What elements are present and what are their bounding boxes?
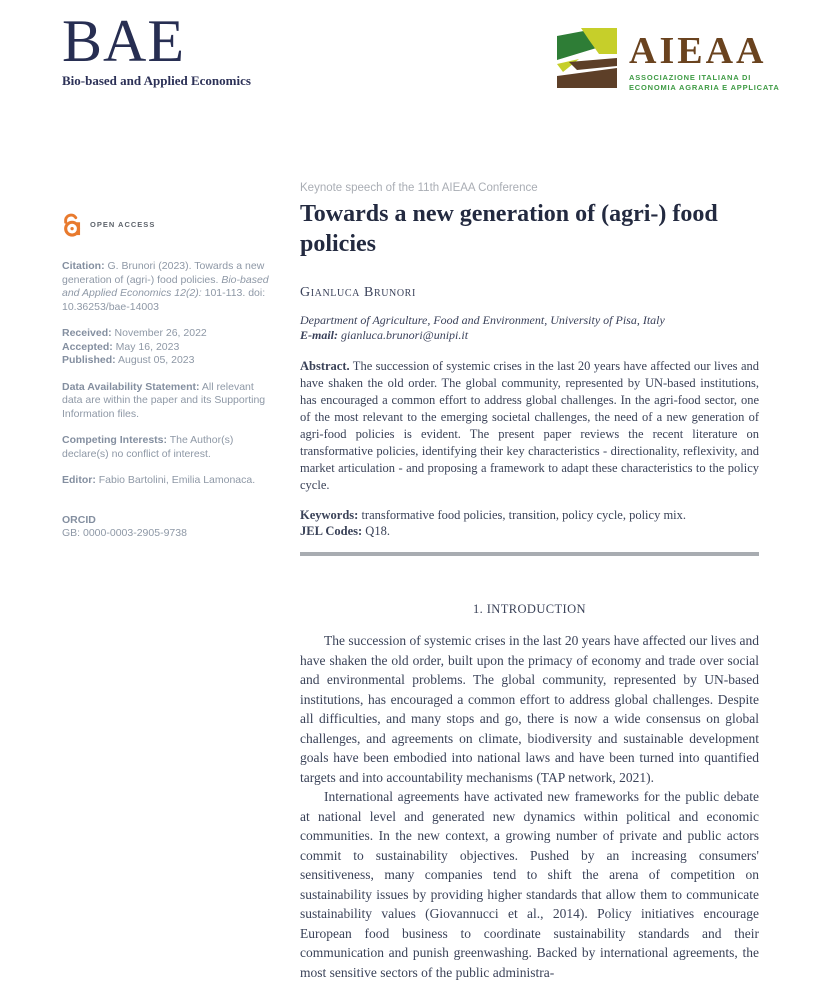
accepted-label: Accepted: [62,340,113,353]
jel-codes-line [300,523,759,539]
article-metadata-sidebar [62,212,276,554]
aieaa-logo-subtitle [629,73,780,92]
aieaa-subtitle-line2: ECONOMIA AGRARIA E APPLICATA [629,82,780,92]
abstract-text: The succession of systemic crises in the last 20 years have affected our lives and have shaken the old order. The global community, represented by UN-based institutions, has encouraged a common effort to address global challenges. In the agri-food sector, one of the most relevant to the emerging societal challenges, the need of a new generation of agri-food policies is evident. The present paper reviews the recent literature on transformative policies, identifying their key characteristics - directionality, reflexivity, and market articulation - and proposing a framework to adapt these characteristics to the policy cycle. [300,359,759,492]
article-affiliation: Department of Agriculture, Food and Environment, University of Pisa, Italy [300,313,665,327]
article-title: Towards a new generation of (agri-) food policies [300,201,718,257]
published-label: Published: [62,354,116,366]
citation-text-before: G. Brunori (2023). Towards a new generation of (agri-) food policies. [62,260,265,286]
citation-text-after: 101-113. doi: 10.36253/bae-14003 [62,287,266,313]
competing-interests-label: Competing Interests: [62,434,168,446]
bae-journal-logo [62,10,251,89]
aieaa-logo-acronym: AIEAA [629,30,767,72]
editor-block [62,474,276,488]
aieaa-emblem-icon [555,26,619,90]
citation-journal-name: Bio-based and Applied Economics 12(2): [62,273,269,299]
article-kicker: Keynote speech of the 11th AIEAA Conference [300,182,538,194]
introduction-paragraph-1: The succession of systemic crises in the last 20 years have affected our lives and have shaken the old order, built upon the primacy of economy and trade over social and environmental problems. The global community, represented by UN-based institutions, has encouraged a common effort to address global challenges. Despite all difficulties, and many stops and go, there is now a wide consensus on global challenges, and agreements on climate, biodiversity and sustainable development goals have been embodied into national laws and have been turned into quantified targets and into accountability mechanisms (TAP network, 2021). [300,633,759,785]
open-access-badge [62,212,276,238]
orcid-value[interactable]: GB: 0000-0003-2905-9738 [62,527,187,539]
article-author: Gianluca Brunori [300,285,416,300]
editor-label: Editor: [62,474,96,486]
abstract-paragraph [300,358,759,494]
keywords-label: Keywords: [300,508,359,522]
received-value: November 26, 2022 [111,327,207,339]
jel-codes-text: Q18. [362,524,390,538]
bae-logo-acronym: BAE [62,8,185,74]
received-label: Received: [62,327,112,339]
author-email-line [300,328,759,343]
aieaa-association-logo [555,26,780,92]
citation-block [62,260,276,314]
introduction-paragraph-2: International agreements have activated new frameworks for the public debate at national level and generated new dynamics within political and economic communities. In the new context, a growing number of private and public actors commit to sustainability objectives. Pushed by an increasing consumers' sensitiveness, many companies tend to shift the arena of competition on sustainability issues by providing higher standards that allow them to communicate sustainability values (Giovannucci et al., 2014). Policy initiatives encourage European food business to coordinate sustainability standards and their communication and punish greenwashing. Backed by international agreements, the most sensitive sectors of the public administra- [300,789,759,980]
orcid-block [62,514,276,541]
accepted-value: May 16, 2023 [112,340,180,353]
aieaa-logo-text [629,26,780,92]
competing-interests-text: The Author(s) declare(s) no conflict of interest. [62,434,234,460]
bae-logo-name: Bio-based and Applied Economics [62,73,251,88]
competing-interests-block [62,434,276,461]
data-availability-text: All relevant data are within the paper and its Supporting Information files. [62,380,266,420]
abstract-label: Abstract. [300,359,350,373]
jel-codes-label: JEL Codes: [300,524,363,538]
article-main-content [300,182,759,982]
keywords-line [300,507,759,523]
open-access-label: OPEN ACCESS [90,220,156,230]
citation-label: Citation: [62,260,105,272]
email-address[interactable]: gianluca.brunori@unipi.it [338,328,469,342]
introduction-heading: 1. INTRODUCTION [473,602,586,616]
email-label: E-mail: [300,328,338,342]
data-availability-block [62,381,276,422]
section-divider-rule [300,552,759,556]
keywords-text: transformative food policies, transition, policy cycle, policy mix. [358,508,687,522]
editor-text: Fabio Bartolini, Emilia Lamonaca. [95,474,256,486]
dates-block [62,327,276,368]
orcid-heading: ORCID [62,513,96,526]
published-value: August 05, 2023 [115,354,195,366]
data-availability-label: Data Availability Statement: [62,380,200,393]
open-access-lock-icon [62,212,84,238]
aieaa-subtitle-line1: ASSOCIAZIONE ITALIANA DI [629,73,752,82]
